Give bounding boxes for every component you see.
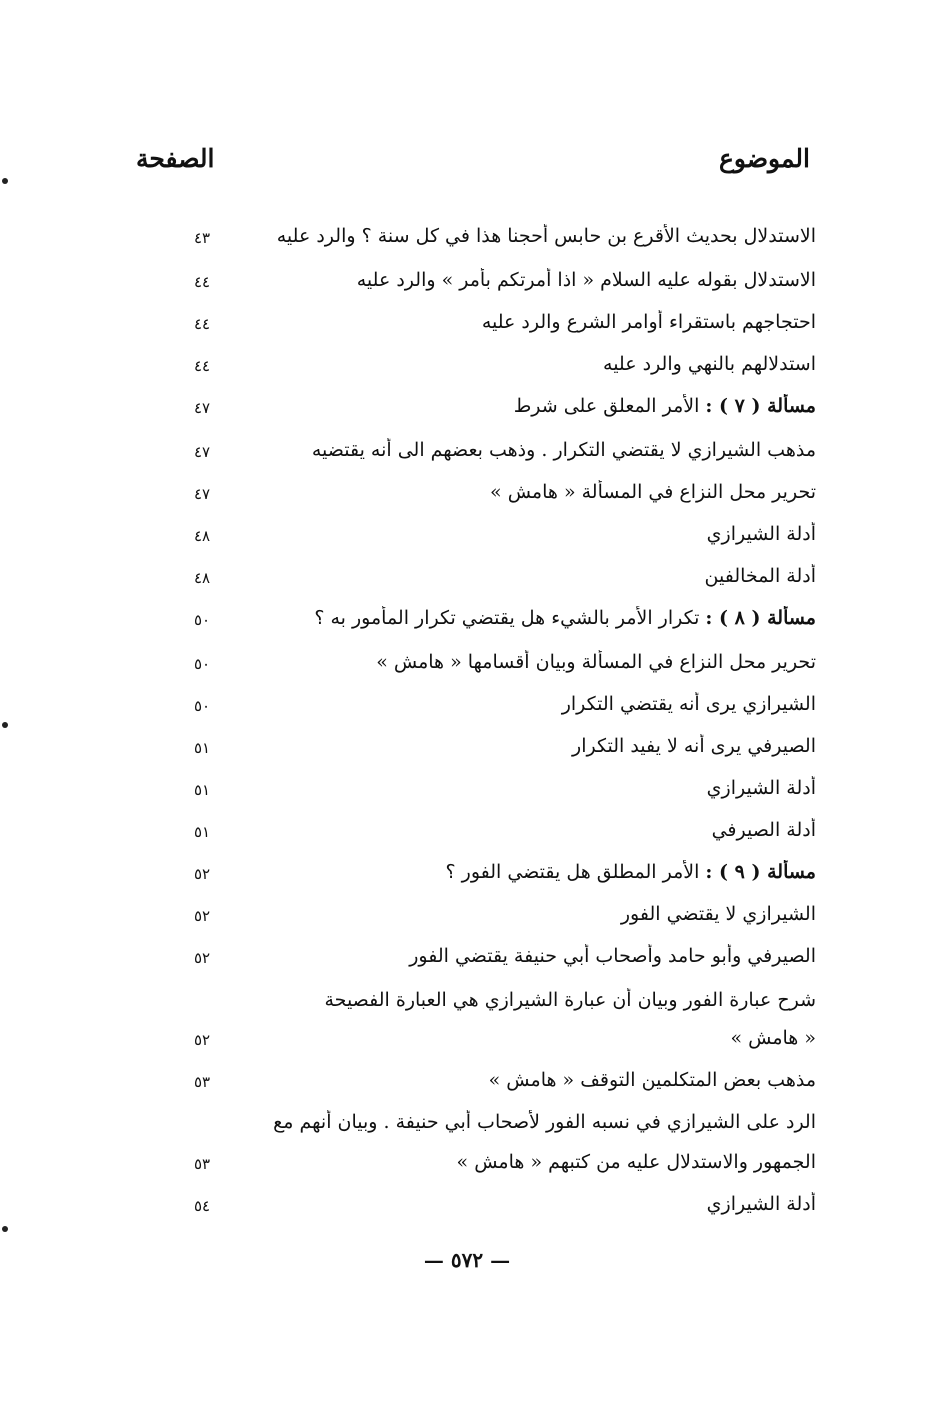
toc-entry-text: أدلة الشيرازي <box>706 523 816 545</box>
toc-entry <box>180 1192 816 1216</box>
toc-entry <box>180 734 816 758</box>
toc-entry-text: الرد على الشيرازي في نسبه الفور لأصحاب أبي حنيفة . وبيان أنهم مع <box>273 1111 816 1133</box>
toc-entry-text: تكرار الأمر بالشيء هل يقتضي تكرار المأمور به ؟ <box>314 607 706 629</box>
toc-entry-title <box>180 818 816 842</box>
toc-entry-title <box>180 224 816 248</box>
toc-entry <box>180 564 816 588</box>
toc-entry-page: ٤٤ <box>193 357 211 375</box>
topic-column-header: الموضوع <box>719 144 810 173</box>
toc-entry-title <box>180 564 816 588</box>
toc-entry-page: ٥١ <box>193 781 211 799</box>
toc-entry-text: الشيرازي لا يقتضي الفور <box>620 903 816 925</box>
toc-entry-page: ٥١ <box>193 823 211 841</box>
toc-entry-page: ٤٧ <box>193 443 211 461</box>
issue-label: مسألة ( ٧ ) : <box>705 395 816 417</box>
toc-entry-page: ٤٤ <box>193 273 211 291</box>
page-number: — ٥٧٢ — <box>423 1248 511 1272</box>
toc-entry <box>180 438 816 462</box>
toc-entry-page: ٤٣ <box>193 229 211 247</box>
toc-entry <box>180 1110 816 1134</box>
toc-entry-page: ٤٧ <box>193 485 211 503</box>
toc-entry-page: ٥٠ <box>193 697 211 715</box>
toc-entry-text: أدلة الصيرفي <box>711 819 816 841</box>
toc-entry-title <box>180 650 816 674</box>
toc-entry-page: ٥٠ <box>193 611 211 629</box>
toc-entry-text: استدلالهم بالنهي والرد عليه <box>603 353 816 375</box>
toc-entry-text: الاستدلال بحديث الأقرع بن حابس أحجنا هذا في كل سنة ؟ والرد عليه <box>276 225 816 247</box>
toc-entry-title <box>180 438 816 462</box>
toc-entry-title <box>180 734 816 758</box>
toc-entry-page: ٤٤ <box>193 315 211 333</box>
toc-entry <box>180 522 816 546</box>
toc-entry-text: أدلة الشيرازي <box>706 1193 816 1215</box>
toc-entry-page: ٥٤ <box>193 1197 211 1215</box>
toc-entry-title <box>180 860 816 884</box>
toc-entry-title <box>180 1068 816 1092</box>
toc-entry-text: احتجاجهم باستقراء أوامر الشرع والرد عليه <box>481 311 816 333</box>
toc-entry <box>180 988 816 1012</box>
toc-entry-text: الجمهور والاستدلال عليه من كتبهم « هامش » <box>456 1151 816 1173</box>
toc-entry-page: ٥٠ <box>193 655 211 673</box>
toc-entry-title <box>180 1110 816 1134</box>
toc-entry-text: الشيرازي يرى أنه يقتضي التكرار <box>561 693 816 715</box>
toc-entry <box>180 818 816 842</box>
toc-entry-page: ٥٢ <box>193 949 211 967</box>
toc-entry-page: ٥٢ <box>193 907 211 925</box>
toc-entry <box>180 1068 816 1092</box>
toc-entry <box>180 606 816 630</box>
toc-entry <box>180 650 816 674</box>
toc-entry-title <box>180 480 816 504</box>
toc-entry-text: تحرير محل النزاع في المسألة وبيان أقسامها « هامش » <box>376 651 816 673</box>
toc-entry-text: مذهب بعض المتكلمين التوقف « هامش » <box>488 1069 816 1091</box>
toc-entry <box>180 310 816 334</box>
toc-entry-text: أدلة الشيرازي <box>706 777 816 799</box>
toc-entry-title <box>180 902 816 926</box>
issue-label: مسألة ( ٩ ) : <box>705 861 816 883</box>
toc-entry-title <box>180 1150 816 1174</box>
toc-entry-text: الاستدلال بقوله عليه السلام « اذا أمرتكم بأمر » والرد عليه <box>356 269 816 291</box>
toc-entry <box>180 268 816 292</box>
toc-entry <box>180 1150 816 1174</box>
scan-mark <box>2 722 8 728</box>
toc-entry-title <box>180 394 816 418</box>
toc-entry-title <box>180 352 816 376</box>
toc-entry-page: ٤٨ <box>193 527 211 545</box>
scan-mark <box>2 178 8 184</box>
scan-mark <box>2 1226 8 1232</box>
toc-entry <box>180 224 816 248</box>
toc-entry-page: ٥٣ <box>193 1155 211 1173</box>
toc-entry-page: ٥٢ <box>193 1031 211 1049</box>
toc-entry-text: الأمر المطلق هل يقتضي الفور ؟ <box>445 861 706 883</box>
toc-entry-title <box>180 988 816 1012</box>
toc-entry-title <box>180 522 816 546</box>
issue-label: مسألة ( ٨ ) : <box>705 607 816 629</box>
toc-entry-text: شرح عبارة الفور وبيان أن عبارة الشيرازي هي العبارة الفصيحة <box>324 989 816 1011</box>
toc-entry <box>180 902 816 926</box>
toc-entry-title <box>180 1026 816 1050</box>
toc-entry-title <box>180 606 816 630</box>
toc-entry-text: الأمر المعلق على شرط <box>513 395 706 417</box>
toc-entry-title <box>180 944 816 968</box>
toc-entry <box>180 352 816 376</box>
toc-entry-page: ٤٧ <box>193 399 211 417</box>
toc-entry-page: ٥٢ <box>193 865 211 883</box>
toc-entry-page: ٥١ <box>193 739 211 757</box>
toc-entry <box>180 944 816 968</box>
toc-entry-text: « هامش » <box>730 1027 816 1049</box>
toc-entry-title <box>180 776 816 800</box>
toc-entry-title <box>180 692 816 716</box>
toc-entry-text: تحرير محل النزاع في المسألة « هامش » <box>490 481 816 503</box>
toc-entry-page: ٥٣ <box>193 1073 211 1091</box>
toc-entry-text: الصيرفي وأبو حامد وأصحاب أبي حنيفة يقتضي الفور <box>409 945 816 967</box>
toc-entry <box>180 394 816 418</box>
page-column-header: الصفحة <box>136 144 215 173</box>
toc-entry <box>180 1026 816 1050</box>
toc-entry-title <box>180 268 816 292</box>
toc-entry-page: ٤٨ <box>193 569 211 587</box>
toc-entry-title <box>180 310 816 334</box>
toc-entry-text: أدلة المخالفين <box>704 565 816 587</box>
toc-entry <box>180 860 816 884</box>
toc-entry-text: مذهب الشيرازي لا يقتضي التكرار . وذهب بعضهم الى أنه يقتضيه <box>311 439 816 461</box>
toc-entry <box>180 480 816 504</box>
toc-entry-text: الصيرفي يرى أنه لا يفيد التكرار <box>572 735 816 757</box>
toc-entry <box>180 776 816 800</box>
toc-entry-title <box>180 1192 816 1216</box>
toc-entry <box>180 692 816 716</box>
